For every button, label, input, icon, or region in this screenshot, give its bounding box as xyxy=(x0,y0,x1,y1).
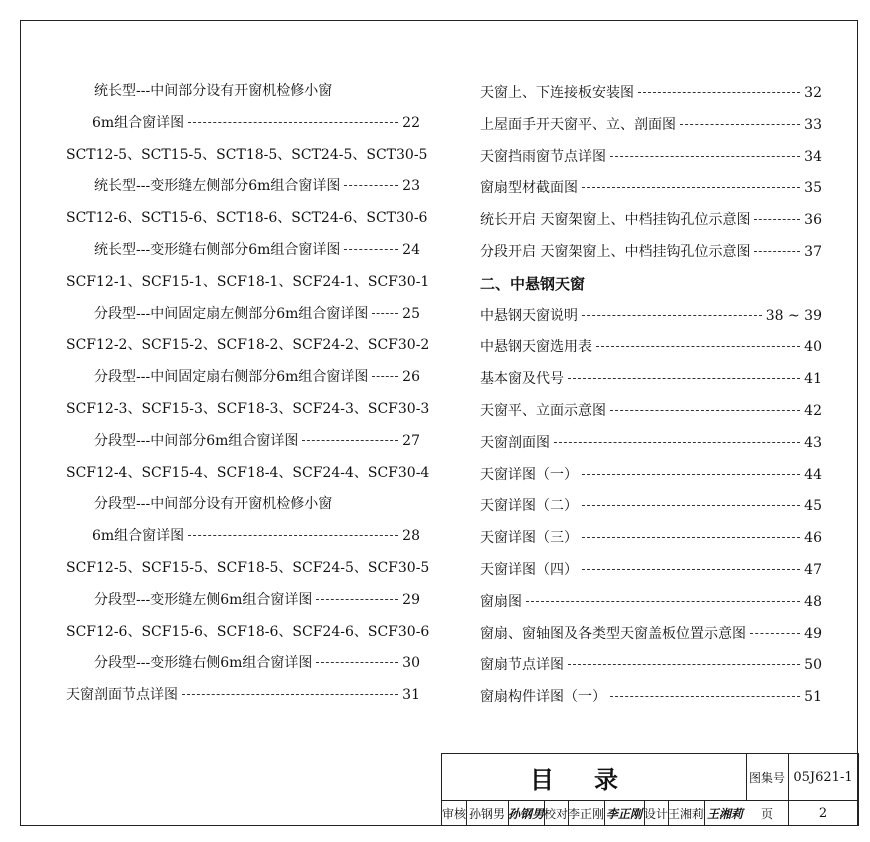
reviewer-signature: 孙钢男 xyxy=(508,806,545,821)
entry-title: 统长型---变形缝左侧部分6m组合窗详图 xyxy=(94,178,341,195)
entry-title: 天窗详图（三） xyxy=(480,530,578,547)
page-ref: 38 ~ 39 xyxy=(765,307,822,324)
toc-entry xyxy=(92,114,420,132)
entry-title: 天窗上、下连接板安装图 xyxy=(480,85,634,101)
leader-dashes xyxy=(750,633,800,634)
entry-title: 二、中悬钢天窗 xyxy=(480,274,586,293)
atlas-number-label: 图集号 xyxy=(748,770,785,785)
leader-dashes xyxy=(638,92,800,93)
toc-code-line xyxy=(66,146,427,164)
entry-title: 天窗详图（一） xyxy=(480,466,578,483)
entry-title: 统长型---变形缝右侧部分6m组合窗详图 xyxy=(94,242,341,258)
leader-dashes xyxy=(610,156,800,157)
leader-dashes xyxy=(754,219,800,220)
entry-title: 上屋面手开天窗平、立、剖面图 xyxy=(480,116,676,133)
leader-dashes xyxy=(568,664,800,665)
entry-title: SCT12-5、SCT15-5、SCT18-5、SCT24-5、SCT30-5 xyxy=(66,146,428,163)
page-ref: 29 xyxy=(402,591,420,608)
title-block xyxy=(441,753,859,826)
toc-entry xyxy=(66,686,420,704)
toc-entry xyxy=(480,148,822,166)
toc-entry xyxy=(480,243,822,261)
toc-entry xyxy=(480,561,822,579)
leader-dashes xyxy=(372,376,398,377)
page-ref: 44 xyxy=(804,466,822,483)
page-ref: 30 xyxy=(402,655,420,672)
toc-code-line xyxy=(94,495,332,513)
entry-title: 天窗平、立面示意图 xyxy=(480,403,606,419)
leader-dashes xyxy=(182,694,398,695)
toc-code-line xyxy=(94,82,332,100)
leader-dashes xyxy=(610,410,800,411)
page-ref: 46 xyxy=(804,530,822,547)
toc-entry xyxy=(480,338,822,356)
drawing-title: 目录 xyxy=(530,764,658,794)
page-ref: 48 xyxy=(804,593,822,610)
entry-title: SCF12-6、SCF15-6、SCF18-6、SCF24-6、SCF30-6 xyxy=(66,623,430,640)
toc-code-line xyxy=(66,400,429,418)
entry-title: 窗扇、窗轴图及各类型天窗盖板位置示意图 xyxy=(480,625,746,642)
toc-code-line xyxy=(66,623,429,641)
toc-code-line xyxy=(66,464,429,482)
leader-dashes xyxy=(596,346,800,347)
toc-code-line xyxy=(66,273,429,291)
leader-dashes xyxy=(582,474,800,475)
leader-dashes xyxy=(554,442,800,443)
designer-name: 王湘莉 xyxy=(668,806,705,821)
leader-dashes xyxy=(680,124,800,125)
entry-title: 分段型---变形缝右侧6m组合窗详图 xyxy=(94,655,313,672)
page-label: 页 xyxy=(760,806,773,821)
checker-signature: 李正刚 xyxy=(605,806,642,821)
toc-entry xyxy=(480,116,822,134)
entry-title: SCF12-5、SCF15-5、SCF18-5、SCF24-5、SCF30-5 xyxy=(66,560,430,576)
check-label: 校对 xyxy=(544,806,569,821)
page-ref: 24 xyxy=(402,242,420,258)
page-ref: 25 xyxy=(402,305,420,322)
toc-entry xyxy=(480,211,822,229)
atlas-number: 05J621-1 xyxy=(793,769,853,785)
entry-title: SCF12-2、SCF15-2、SCF18-2、SCF24-2、SCF30-2 xyxy=(66,337,430,354)
page-number: 2 xyxy=(818,805,828,821)
page-ref: 37 xyxy=(804,244,822,260)
page-ref: 42 xyxy=(804,403,822,419)
leader-dashes xyxy=(188,535,398,536)
page-ref: 35 xyxy=(804,180,822,197)
leader-dashes xyxy=(526,601,800,602)
page-ref: 41 xyxy=(804,371,822,388)
toc-entry xyxy=(94,305,420,323)
entry-title: SCF12-4、SCF15-4、SCF18-4、SCF24-4、SCF30-4 xyxy=(66,464,430,481)
toc-entry xyxy=(480,529,822,547)
toc-entry xyxy=(480,656,822,674)
entry-title: SCF12-1、SCF15-1、SCF18-1、SCF24-1、SCF30-1 xyxy=(66,273,430,290)
page-ref: 23 xyxy=(402,178,420,195)
toc-entry xyxy=(480,402,822,420)
entry-title: 分段型---中间固定扇右侧部分6m组合窗详图 xyxy=(94,369,369,386)
leader-dashes xyxy=(582,537,800,538)
page-ref: 36 xyxy=(804,212,822,229)
page-ref: 40 xyxy=(804,339,822,356)
entry-title: 中悬钢天窗选用表 xyxy=(480,339,592,356)
entry-title: 统长开启 天窗架窗上、中档挂钩孔位示意图 xyxy=(480,212,751,229)
page-ref: 47 xyxy=(804,562,822,578)
leader-dashes xyxy=(582,569,800,570)
entry-title: SCT12-6、SCT15-6、SCT18-6、SCT24-6、SCT30-6 xyxy=(66,210,428,227)
leader-dashes xyxy=(316,662,398,663)
toc-entry xyxy=(480,307,822,325)
page-ref: 27 xyxy=(402,432,420,449)
leader-dashes xyxy=(344,249,398,250)
toc-entry xyxy=(94,177,420,195)
leader-dashes xyxy=(568,378,800,379)
toc-entry xyxy=(480,497,822,515)
toc-entry xyxy=(94,368,420,386)
toc-entry xyxy=(480,84,822,102)
page-ref: 31 xyxy=(402,687,420,704)
entry-title: 窗扇图 xyxy=(480,593,522,610)
leader-dashes xyxy=(582,315,762,316)
toc-entry xyxy=(480,434,822,452)
toc-entry xyxy=(94,591,420,609)
page-ref: 34 xyxy=(804,148,822,165)
entry-title: 天窗详图（二） xyxy=(480,498,578,515)
toc-entry xyxy=(94,654,420,672)
entry-title: 天窗剖面节点详图 xyxy=(66,687,178,704)
leader-dashes xyxy=(188,122,398,123)
reviewer-name: 孙钢男 xyxy=(468,806,505,821)
page-ref: 22 xyxy=(402,114,420,131)
page-ref: 33 xyxy=(804,116,822,133)
toc-entry xyxy=(480,593,822,611)
entry-title: 分段型---中间部分设有开窗机检修小窗 xyxy=(94,496,333,513)
entry-title: 窗扇型材截面图 xyxy=(480,180,578,197)
section-heading xyxy=(480,275,585,293)
leader-dashes xyxy=(582,187,800,188)
entry-title: 中悬钢天窗说明 xyxy=(480,307,578,324)
leader-dashes xyxy=(316,599,398,600)
entry-title: 窗扇构件详图（一） xyxy=(480,689,606,706)
page-ref: 28 xyxy=(402,528,420,545)
design-label: 设计 xyxy=(644,806,669,821)
toc-entry xyxy=(480,688,822,706)
designer-signature: 王湘莉 xyxy=(706,806,743,821)
toc-code-line xyxy=(66,209,427,227)
toc-entry xyxy=(94,241,420,259)
page-ref: 45 xyxy=(804,498,822,515)
toc-entry xyxy=(92,527,420,545)
page-ref: 50 xyxy=(804,657,822,674)
page-ref: 43 xyxy=(804,434,822,451)
entry-title: SCF12-3、SCF15-3、SCF18-3、SCF24-3、SCF30-3 xyxy=(66,401,430,417)
toc-entry xyxy=(480,370,822,388)
entry-title: 分段型---中间部分6m组合窗详图 xyxy=(94,432,299,449)
entry-title: 分段型---中间固定扇左侧部分6m组合窗详图 xyxy=(94,305,369,322)
leader-dashes xyxy=(302,440,398,441)
entry-title: 天窗剖面图 xyxy=(480,434,550,451)
entry-title: 分段型---变形缝左侧6m组合窗详图 xyxy=(94,591,313,608)
entry-title: 6m组合窗详图 xyxy=(92,114,185,131)
toc-entry xyxy=(480,179,822,197)
toc-code-line xyxy=(66,559,429,577)
entry-title: 天窗挡雨窗节点详图 xyxy=(480,148,606,165)
checker-name: 李正刚 xyxy=(568,806,605,821)
toc-entry xyxy=(480,625,822,643)
toc-entry xyxy=(94,432,420,450)
leader-dashes xyxy=(610,696,800,697)
page-ref: 26 xyxy=(402,369,420,386)
leader-dashes xyxy=(372,313,398,314)
entry-title: 分段开启 天窗架窗上、中档挂钩孔位示意图 xyxy=(480,244,751,260)
entry-title: 窗扇节点详图 xyxy=(480,657,564,674)
toc-entry xyxy=(480,466,822,484)
page-ref: 51 xyxy=(804,689,822,706)
entry-title: 6m组合窗详图 xyxy=(92,528,185,545)
page-ref: 32 xyxy=(804,85,822,101)
toc-code-line xyxy=(66,336,429,354)
review-label: 审核 xyxy=(442,806,467,821)
entry-title: 基本窗及代号 xyxy=(480,371,564,388)
entry-title: 天窗详图（四） xyxy=(480,562,578,578)
page-ref: 49 xyxy=(804,625,822,642)
leader-dashes xyxy=(344,185,398,186)
leader-dashes xyxy=(754,251,800,252)
entry-title: 统长型---中间部分设有开窗机检修小窗 xyxy=(94,83,333,99)
leader-dashes xyxy=(582,505,800,506)
